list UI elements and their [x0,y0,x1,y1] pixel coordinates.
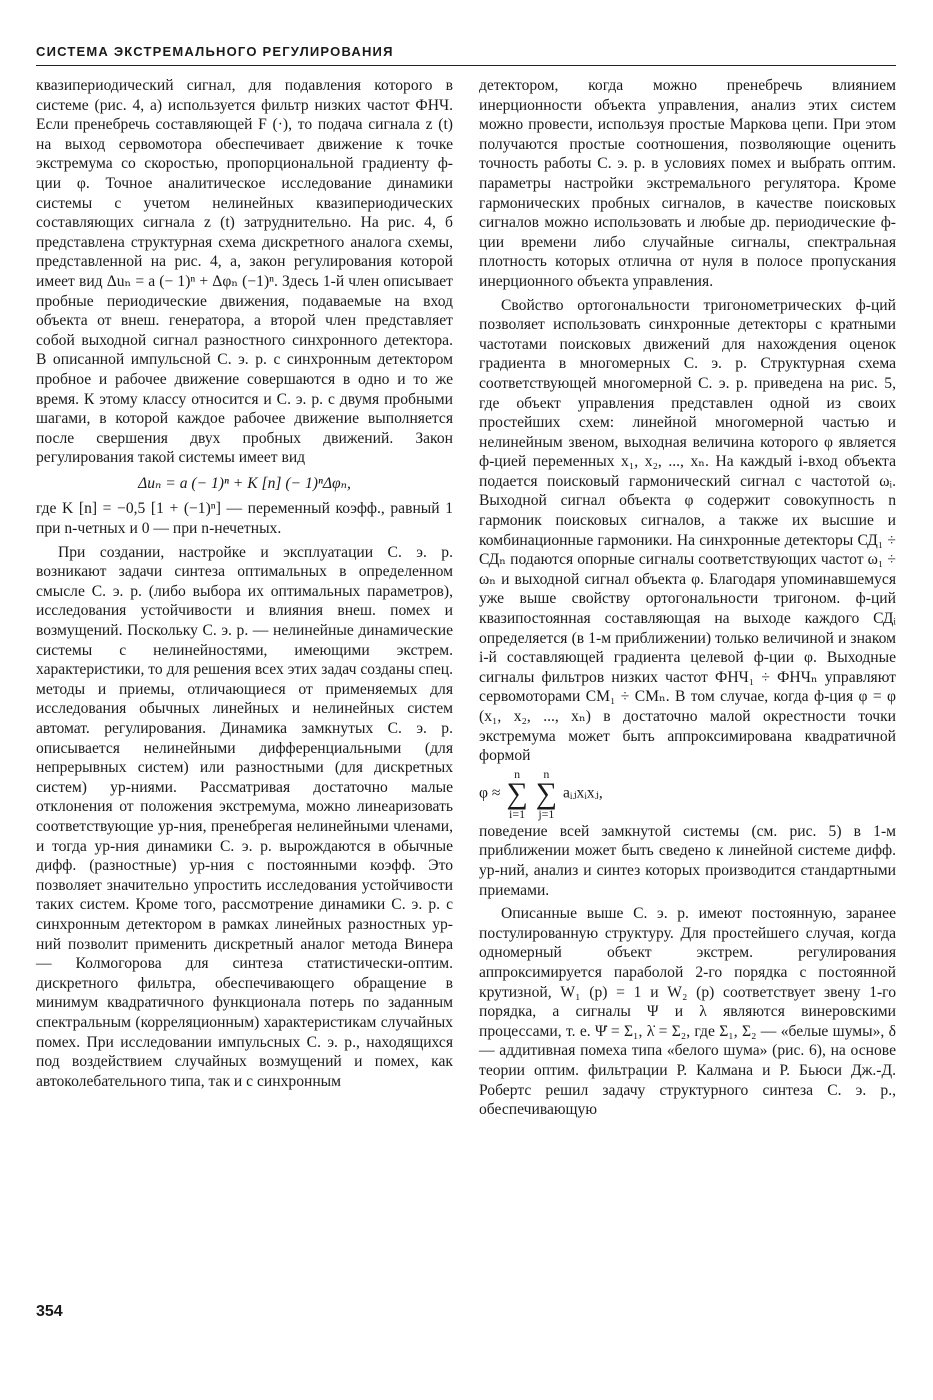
sigma-icon: ∑ [506,776,528,810]
sum-term: aᵢⱼxᵢxⱼ, [562,784,603,802]
left-column [36,76,453,1091]
header-rule [36,65,896,66]
left-paragraph-3: При создании, настройке и эксплуатации С. э. р. возникают задачи синтеза оптимальных в определенном смысле С. э. р. (либо выбора их оптимальных параметров), исследования устойчивости и влияния внеш. помех и возмущений. Поскольку С. э. р. — нелинейные динамические системы с нелинейностями, имеющими экстрем. характеристики, то для решения всех этих задач созданы спец. методы и приемы, отличающиеся от применяемых для исследования обычных линейных и нелинейных систем автомат. регулирования. Динамика замкнутых С. э. р. описывается нелинейными дифференциальными (для непрерывных систем) или разностными (для дискретных систем) ур-ниями. Рассматривая достаточно малые отклонения от положения экстремума, можно линеаризовать соответствующие ур-ния, пренебрегая нелинейными членами, и тогда ур-ния динамики С. э. р. вырождаются в обычные дифф. (разностные) ур-ния с постоянными коэфф. Это позволяет значительно упростить исследования устойчивости таких систем. Кроме того, рассмотрение динамики С. э. р. с синхронным детектором в рамках линейных разностных ур-ний позволит применить дискретный аналог метода Винера — Колмогорова для синтеза статистически-оптим. дискретного фильтра, обеспечивающего обращение в минимум квадратичного функционала потерь по заданным спектральным (корреляционным) характеристикам случайных помех. При исследовании импульсных С. э. р., находящихся под воздействием случайных возмущений и помех, как автоколебательного типа, так и с синхронным [36,543,453,1090]
left-paragraph-1: квазипериодический сигнал, для подавления которого в системе (рис. 4, а) используется фильтр низких частот ФНЧ. Если пренебречь составляющей F (·), то подача сигнала z (t) на выход сервомотора обеспечивает движение к точке экстремума со скоростью, пропорциональной градиенту ф-ции φ. Точное аналитическое исследование динамики системы с учетом нелинейных квазипериодических составляющих сигнала z (t) затруднительно. На рис. 4, б представлена структурная схема дискретного аналога схемы, представленной на рис. 4, а, закон регулирования которой имеет вид Δuₙ = a (− 1)ⁿ + Δφₙ (−1)ⁿ. Здесь 1-й член описывает пробные периодические движения, подаваемые на вход объекта от внеш. генератора, а второй член представляет собой выходной сигнал разностного синхронного детектора. В описанной импульсной С. э. р. с синхронным детектором пробное и рабочее движение совершаются в одно и то же время. К этому классу относится и С. э. р. с двумя пробными шагами, в которой каждое рабочее движение выполняется после свершения двух пробных движений. Закон регулирования такой системы имеет вид [36,77,453,467]
sum-prefix: φ ≈ [479,784,501,802]
right-paragraph-1: детектором, когда можно пренебречь влиянием инерционности объекта управления, анализ этих систем можно провести, используя простые Маркова цепи. При этом получаются простые соотношения, позволяющие оценить точность работы С. э. р. в условиях помех и выбрать оптим. параметры настройки экстремального регулятора. Кроме гармонических пробных сигналов, в качестве поисковых сигналов можно использовать и любые др. периодические ф-ции времени либо случайные сигналы, спектральная плотность которых отлична от нуля в полосе пропускания инерционного объекта управления. [479,77,896,290]
right-column [479,76,896,1120]
right-paragraph-2-tail: поведение всей замкнутой системы (см. рис. 5) в 1-м приближении может быть сведено к линейной системе дифф. ур-ний, анализ и синтез которых производится стандартными приемами. [479,822,896,899]
left-paragraph-2: где K [n] = −0,5 [1 + (−1)ⁿ] — переменный коэфф., равный 1 при n-четных и 0 — при n-нечетных. [36,500,453,538]
quadratic-form-formula [479,768,896,820]
sigma-icon: ∑ [535,776,558,810]
outer-sum [506,768,527,820]
outer-sum-top: n [514,766,521,781]
inner-sum [536,768,557,820]
inner-sum-top: n [543,766,550,781]
right-paragraph-3: Описанные выше С. э. р. имеют постоянную, заранее постулированную структуру. Для простейшего случая, когда одномерный объект экстрем. регулирования аппроксимируется параболой 2-го порядка с постоянной крутизной, W₁ (p) = 1 и W₂ (p) соответствует звену 1-го порядка, а сигналы Ψ и λ являются винеровскими процессами, т. е. Ψ̇ = Σ₁, λ̇ = Σ₂, где Σ₁, Σ₂ — «белые шумы», δ — аддитивная помеха типа «белого шума» (рис. 6), на основе теории оптим. фильтрации Р. Калмана и Р. Бьюси Дж.-Д. Робертс решил задачу структурного синтеза С. э. р., обеспечивающую [479,905,896,1119]
outer-sum-bottom: i=1 [509,806,526,821]
running-header: СИСТЕМА ЭКСТРЕМАЛЬНОГО РЕГУЛИРОВАНИЯ [36,44,394,59]
control-law-formula: Δuₙ = a (− 1)ⁿ + K [n] (− 1)ⁿΔφₙ, [138,474,351,492]
page-number: 354 [36,1303,63,1320]
right-paragraph-2: Свойство ортогональности тригонометрических ф-ций позволяет использовать синхронные детекторы с кратными частотами поисковых движений для нахождения оценок градиента в многомерных С. э. р. Структурная схема соответствующей многомерной С. э. р. приведена на рис. 5, где объект управления представлен одной из своих простейших схем: линейной многомерной частью и нелинейным звеном, выходная величина которого φ является ф-цией переменных x₁, x₂, ..., xₙ. На каждый i-вход объекта подается поисковый гармонический сигнал с частотой ωᵢ. Выходной сигнал объекта φ содержит совокупность n гармоник поисковых сигналов, а также их высшие и комбинационные гармоники. На синхронные детекторы СД₁ ÷ СДₙ подаются опорные сигналы соответствующих частот ω₁ ÷ ωₙ и выходной сигнал объекта φ. Благодаря упоминавшемуся уже выше свойству ортогональности тригоном. ф-ций квазипостоянная составляющая на выходе каждого СДᵢ определяется (в 1-м приближении) только величиной и знаком i-й составляющей градиента целевой ф-ции φ. Выходные сигналы фильтров низких частот ФНЧ₁ ÷ ФНЧₙ управляют сервомоторами СМ₁ ÷ СМₙ. В том случае, когда ф-ция φ = φ (x₁, x₂, ..., xₙ) в достаточно малой окрестности точки экстремума может быть аппроксимирована квадратичной формой [479,296,896,765]
inner-sum-bottom: j=1 [538,806,555,821]
